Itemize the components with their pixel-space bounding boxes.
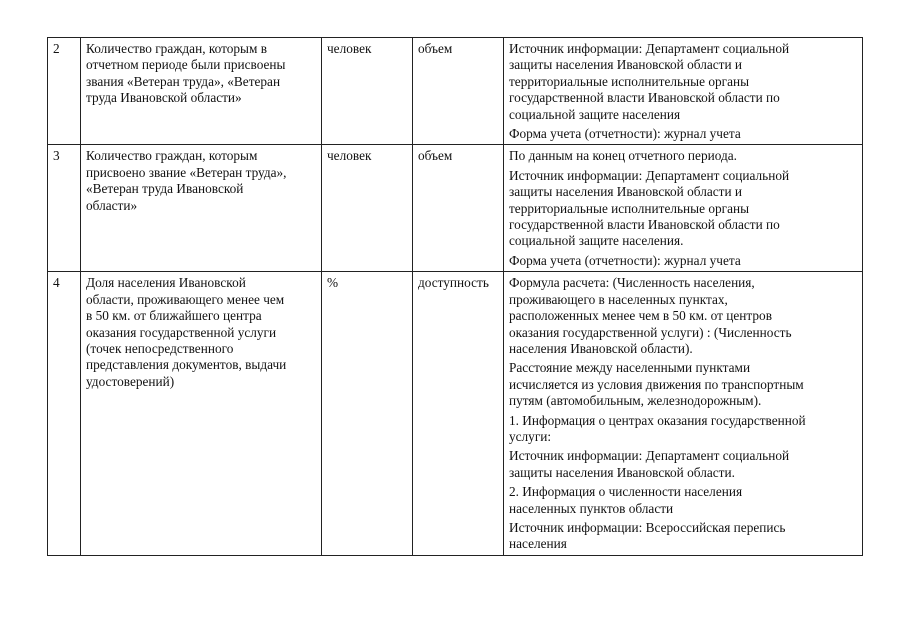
indicator-name-line: области» bbox=[86, 197, 138, 213]
indicator-name-line: оказания государственной услуги bbox=[86, 324, 277, 340]
info-line: 1. Информация о центрах оказания государственной bbox=[509, 412, 806, 428]
indicator-name-line: представления документов, выдачи bbox=[86, 357, 287, 373]
info-line: Источник информации: Департамент социальной bbox=[509, 448, 790, 464]
row-number-cell bbox=[48, 145, 81, 272]
info-line: Формула расчета: (Численность населения, bbox=[509, 275, 755, 291]
indicator-name-line: отчетном периоде были присвоены bbox=[86, 57, 286, 73]
table-row bbox=[48, 38, 863, 145]
info-line: защиты населения Ивановской области. bbox=[509, 464, 735, 480]
info-line: социальной защите населения. bbox=[509, 233, 684, 249]
info-line: услуги: bbox=[509, 428, 552, 444]
info-paragraph bbox=[509, 413, 857, 446]
type-text: объем bbox=[418, 148, 453, 164]
info-paragraph bbox=[509, 168, 857, 250]
info-line: Источник информации: Всероссийская перепись bbox=[509, 519, 786, 535]
indicator-name-cell bbox=[81, 272, 322, 556]
info-line: Источник информации: Департамент социальной bbox=[509, 41, 790, 56]
info-line: путям (автомобильным, железнодорожным). bbox=[509, 393, 762, 409]
type-cell bbox=[413, 38, 504, 145]
info-cell bbox=[504, 145, 863, 272]
info-line: государственной власти Ивановской области по bbox=[509, 90, 780, 106]
indicator-name-line: удостоверений) bbox=[86, 373, 175, 389]
indicator-name-line: Количество граждан, которым в bbox=[86, 41, 267, 56]
row-number: 4 bbox=[53, 275, 60, 291]
indicator-name-line: Доля населения Ивановской bbox=[86, 275, 246, 291]
info-line: территориальные исполнительные органы bbox=[509, 73, 750, 89]
indicator-name-line: области, проживающего менее чем bbox=[86, 291, 285, 307]
indicator-name-cell bbox=[81, 38, 322, 145]
indicator-name-line: Количество граждан, которым bbox=[86, 148, 258, 164]
info-line: Источник информации: Департамент социальной bbox=[509, 167, 790, 183]
indicator-table bbox=[47, 37, 863, 556]
info-paragraph bbox=[509, 448, 857, 481]
indicator-name-line: (точек непосредственного bbox=[86, 340, 234, 356]
info-paragraph bbox=[509, 275, 857, 357]
info-line: проживающего в населенных пунктах, bbox=[509, 291, 728, 307]
row-number-cell bbox=[48, 38, 81, 145]
info-line: расположенных менее чем в 50 км. от центров bbox=[509, 308, 772, 324]
info-paragraph bbox=[509, 126, 857, 142]
type-cell bbox=[413, 145, 504, 272]
info-line: По данным на конец отчетного периода. bbox=[509, 148, 737, 164]
unit-text: % bbox=[327, 275, 339, 291]
info-line: защиты населения Ивановской области и bbox=[509, 184, 743, 200]
table-row bbox=[48, 272, 863, 556]
type-cell bbox=[413, 272, 504, 556]
info-line: территориальные исполнительные органы bbox=[509, 200, 750, 216]
info-line: исчисляется из условия движения по транспортным bbox=[509, 376, 804, 392]
type-text: доступность bbox=[418, 275, 489, 291]
info-cell bbox=[504, 272, 863, 556]
type-text: объем bbox=[418, 41, 453, 56]
indicator-name-line: присвоено звание «Ветеран труда», bbox=[86, 164, 287, 180]
unit-cell bbox=[322, 272, 413, 556]
info-paragraph bbox=[509, 41, 857, 123]
table-row bbox=[48, 145, 863, 272]
unit-text: человек bbox=[327, 148, 372, 164]
indicator-name-line: «Ветеран труда Ивановской bbox=[86, 181, 244, 197]
info-paragraph bbox=[509, 484, 857, 517]
info-line: Форма учета (отчетности): журнал учета bbox=[509, 252, 741, 268]
row-number-cell bbox=[48, 272, 81, 556]
row-number: 3 bbox=[53, 148, 60, 164]
info-paragraph bbox=[509, 520, 857, 553]
indicator-name-line: звания «Ветеран труда», «Ветеран bbox=[86, 73, 281, 89]
unit-cell bbox=[322, 38, 413, 145]
info-line: защиты населения Ивановской области и bbox=[509, 57, 743, 73]
info-paragraph bbox=[509, 253, 857, 269]
info-line: государственной власти Ивановской области по bbox=[509, 217, 780, 233]
info-paragraph bbox=[509, 360, 857, 409]
info-line: населения bbox=[509, 536, 567, 552]
info-line: оказания государственной услуги) : (Численность bbox=[509, 324, 792, 340]
unit-cell bbox=[322, 145, 413, 272]
info-line: Расстояние между населенными пунктами bbox=[509, 360, 751, 376]
info-line: населения Ивановской области). bbox=[509, 340, 693, 356]
info-paragraph bbox=[509, 148, 857, 164]
info-cell bbox=[504, 38, 863, 145]
indicator-name-line: в 50 км. от ближайшего центра bbox=[86, 308, 262, 324]
row-number: 2 bbox=[53, 41, 60, 56]
info-line: Форма учета (отчетности): журнал учета bbox=[509, 126, 741, 142]
unit-text: человек bbox=[327, 41, 372, 56]
indicator-name-cell bbox=[81, 145, 322, 272]
info-line: 2. Информация о численности населения bbox=[509, 484, 743, 500]
info-line: социальной защите населения bbox=[509, 106, 681, 122]
indicator-name-line: труда Ивановской области» bbox=[86, 90, 242, 106]
info-line: населенных пунктов области bbox=[509, 500, 674, 516]
